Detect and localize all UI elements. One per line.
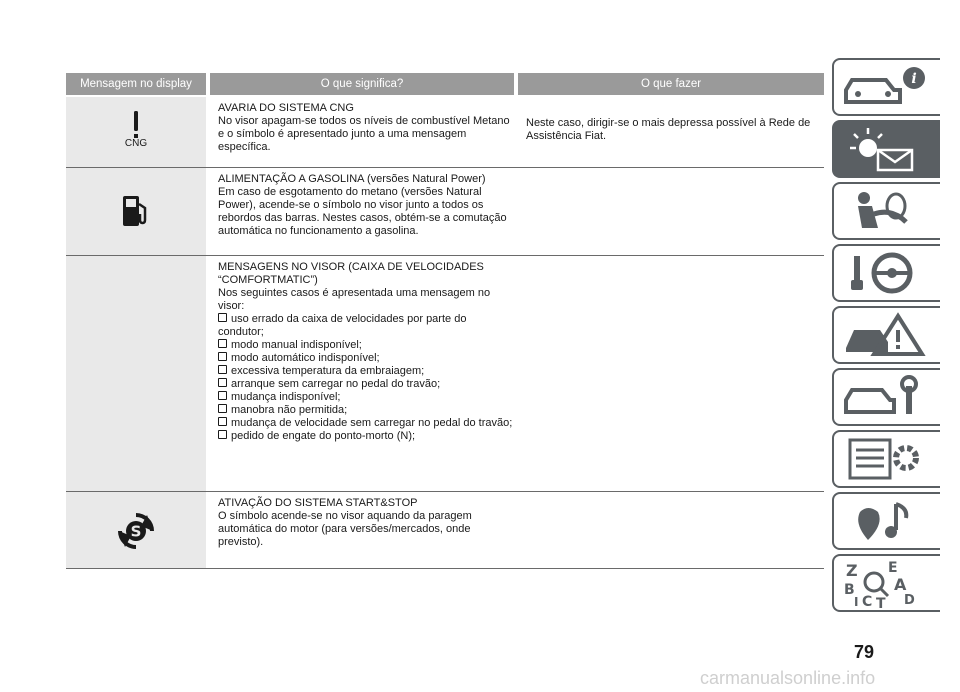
icon-cell (66, 256, 206, 491)
multimedia-icon[interactable] (832, 492, 940, 550)
messages-table (66, 73, 824, 569)
icon-cell (66, 168, 206, 255)
row-text: No visor apagam-se todos os níveis de combustível Metano e o símbolo é apresentado junto a uma mensagem específica. (218, 115, 510, 153)
safety-airbag-icon[interactable] (832, 182, 940, 240)
action-cell (518, 492, 824, 568)
row-text: Nos seguintes casos é apresentada uma mensagem no visor: (218, 287, 491, 312)
header-message: Mensagem no display (66, 73, 206, 95)
list-item: uso errado da caixa de velocidades por parte do condutor; (218, 313, 467, 338)
technical-data-icon[interactable] (832, 430, 940, 488)
svg-text:i: i (911, 71, 917, 87)
svg-text:E: E (888, 560, 898, 576)
start-stop-icon (117, 512, 155, 555)
emergency-icon[interactable] (832, 306, 940, 364)
row-action: Neste caso, dirigir-se o mais depressa possível à Rede de Assistência Fiat. (526, 117, 811, 142)
table-header (66, 73, 824, 95)
row-text: O símbolo acende-se no visor aquando da paragem automática do motor (para versões/mercados, onde previsto). (218, 510, 472, 548)
bullet-box-icon (218, 339, 227, 348)
list-item: mudança indisponível; (218, 391, 514, 404)
bullet-box-icon (218, 391, 227, 400)
list-item: pedido de engate do ponto-morto (N); (218, 430, 514, 443)
meaning-cell (210, 168, 514, 255)
meaning-cell (210, 492, 514, 568)
car-info-icon[interactable] (832, 58, 940, 116)
action-cell (518, 97, 824, 167)
table-row (66, 492, 824, 569)
row-title: ALIMENTAÇÃO A GASOLINA (versões Natural Power) (218, 173, 486, 185)
table-row (66, 168, 824, 256)
svg-text:I: I (854, 595, 859, 609)
icon-cell (66, 97, 206, 167)
maintenance-icon[interactable] (832, 368, 940, 426)
svg-text:S: S (130, 522, 142, 541)
page-number: 79 (854, 642, 875, 662)
svg-text:Z: Z (846, 561, 858, 580)
bullet-box-icon (218, 404, 227, 413)
list-item: modo automático indisponível; (218, 352, 514, 365)
header-meaning: O que significa? (210, 73, 514, 95)
action-cell (518, 256, 824, 491)
row-title: ATIVAÇÃO DO SISTEMA START&STOP (218, 497, 418, 509)
svg-text:A: A (894, 575, 907, 594)
bullet-box-icon (218, 313, 227, 322)
svg-text:D: D (904, 593, 915, 608)
warning-lights-messages-icon[interactable] (832, 120, 940, 178)
svg-text:C: C (862, 594, 873, 610)
bullet-box-icon (218, 352, 227, 361)
meaning-cell (210, 97, 514, 167)
list-item: manobra não permitida; (218, 404, 514, 417)
row-title: AVARIA DO SISTEMA CNG (218, 102, 354, 114)
cng-label: CNG (124, 138, 148, 149)
table-row (66, 256, 824, 492)
svg-text:B: B (844, 582, 855, 598)
list-item: mudança de velocidade sem carregar no pedal do travão; (218, 417, 514, 430)
list-item: modo manual indisponível; (218, 339, 514, 352)
bullet-box-icon (218, 417, 227, 426)
bullet-box-icon (218, 430, 227, 439)
action-cell (518, 168, 824, 255)
cng-warning-icon (121, 111, 151, 154)
fuel-pump-icon (121, 194, 151, 233)
bullet-box-icon (218, 378, 227, 387)
row-text: Em caso de esgotamento do metano (versões Natural Power), acende-se o símbolo no visor junto a todos os rebordos das barras. Nestes casos, obtém-se a comutação automática no funcionamento a gasolina. (218, 186, 507, 237)
meaning-cell (210, 256, 514, 491)
svg-text:T: T (876, 596, 886, 610)
icon-cell (66, 492, 206, 568)
bullet-box-icon (218, 365, 227, 374)
list-item: excessiva temperatura da embraiagem; (218, 365, 514, 378)
list-item: arranque sem carregar no pedal do travão; (218, 378, 514, 391)
starting-driving-icon[interactable] (832, 244, 940, 302)
table-row (66, 97, 824, 168)
index-icon[interactable] (832, 554, 940, 612)
watermark: carmanualsonline.info (700, 668, 876, 688)
header-action: O que fazer (518, 73, 824, 95)
row-title: MENSAGENS NO VISOR (CAIXA DE VELOCIDADES “COMFORTMATIC”) (218, 261, 484, 286)
